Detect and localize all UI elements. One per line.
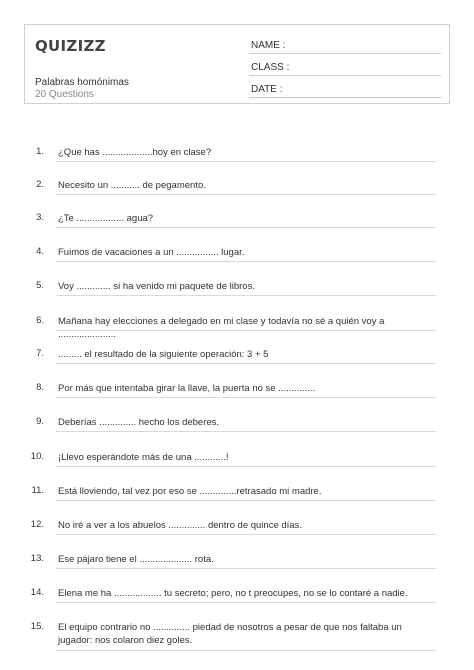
question-text: ......... el resultado de la siguiente operación: 3 + 5 xyxy=(58,349,269,360)
question-text: ¡Llevo esperándote más de una ............! xyxy=(58,452,229,463)
question-count: 20 Questions xyxy=(35,89,94,100)
quizizz-logo: QUIZIZZ xyxy=(35,37,106,55)
answer-line xyxy=(56,466,436,467)
question-text: Fuimos de vacaciones a un ................ lugar. xyxy=(58,247,245,258)
date-label: DATE : xyxy=(251,84,283,95)
answer-line xyxy=(56,161,436,162)
question-text: El equipo contrario no .............. piedad de nosotros a pesar de que nos faltaba un jugador: nos colaron diez goles. xyxy=(58,622,402,646)
answer-line xyxy=(56,194,436,195)
question-number: 3. xyxy=(36,212,44,223)
question-number: 9. xyxy=(36,416,44,427)
answer-line xyxy=(56,568,436,569)
answer-line xyxy=(56,227,436,228)
worksheet-header xyxy=(24,24,450,104)
question-text: Por más que intentaba girar la llave, la puerta no se .............. xyxy=(58,383,316,394)
question-number: 7. xyxy=(36,348,44,359)
class-label: CLASS : xyxy=(251,62,290,73)
answer-line xyxy=(56,431,436,432)
answer-line xyxy=(56,650,436,651)
question-text: Elena me ha .................. tu secreto; pero, no t preocupes, no se lo contaré a nadie. xyxy=(58,588,408,599)
date-field[interactable] xyxy=(249,83,441,98)
question-text: Ese pájaro tiene el .................... rota. xyxy=(58,554,214,565)
name-label: NAME : xyxy=(251,40,286,51)
question-number: 15. xyxy=(30,621,44,632)
answer-line xyxy=(56,261,436,262)
question-number: 11. xyxy=(31,485,44,496)
question-text: Está lloviendo, tal vez por eso se ..............retrasado mi madre. xyxy=(58,486,322,497)
question-text: Necesito un ........... de pegamento. xyxy=(58,180,206,191)
answer-line xyxy=(56,602,436,603)
question-text: Voy ............. si ha venido mi paquete de libros. xyxy=(58,281,255,292)
question-text: Mañana hay elecciones a delegado en mi clase y todavía no sé a quién voy a ...................... xyxy=(58,316,385,340)
question-number: 4. xyxy=(36,246,44,257)
name-field[interactable] xyxy=(249,39,441,54)
question-text: ¿Te .................. agua? xyxy=(58,213,154,224)
answer-line xyxy=(56,534,436,535)
question-number: 13. xyxy=(30,553,44,564)
question-number: 14. xyxy=(30,587,44,598)
question-number: 1. xyxy=(36,146,44,157)
answer-line xyxy=(56,363,436,364)
question-text: No iré a ver a los abuelos .............. dentro de quince días. xyxy=(58,520,302,531)
worksheet-title: Palabras homónimas xyxy=(35,77,129,88)
answer-line xyxy=(56,500,436,501)
question-text: Deberías .............. hecho los deberes. xyxy=(58,417,220,428)
question-number: 8. xyxy=(36,382,44,393)
class-field[interactable] xyxy=(249,61,441,76)
answer-line xyxy=(56,330,436,331)
answer-line xyxy=(56,295,436,296)
question-number: 12. xyxy=(30,519,44,530)
question-text: ¿Que has ...................hoy en clase? xyxy=(58,147,212,158)
answer-line xyxy=(56,397,436,398)
question-number: 5. xyxy=(36,280,44,291)
question-number: 10. xyxy=(30,451,44,462)
question-number: 6. xyxy=(36,315,44,326)
question-number: 2. xyxy=(36,179,44,190)
